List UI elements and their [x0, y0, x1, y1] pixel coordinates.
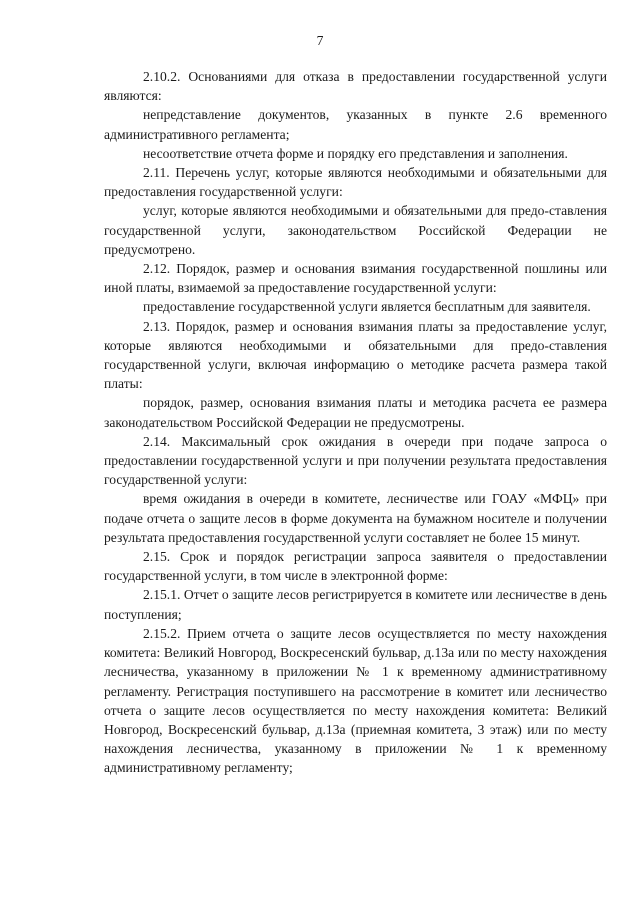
paragraph-free-service: предоставление государственной услуги является бесплатным для заявителя. — [143, 299, 591, 315]
paragraph-2-10-2: 2.10.2. Основаниями для отказа в предоставлении государственной услуги являются: — [104, 69, 607, 104]
paragraph-2-15: 2.15. Срок и порядок регистрации запроса заявителя о предоставлении государственной услуги, в том числе в электронной форме: — [104, 549, 607, 584]
paragraph-queue-time: время ожидания в очереди в комитете, лесничестве или ГОАУ «МФЦ» при подаче отчета о защите лесов в форме документа на бумажном носителе и получении результата предоставления государственной услуги составляет не более 15 минут. — [104, 491, 607, 545]
paragraph-2-12: 2.12. Порядок, размер и основания взимания государственной пошлины или иной платы, взимаемой за предоставление государственной услуги: — [104, 261, 607, 296]
paragraph-missing-documents: непредставление документов, указанных в пункте 2.6 временного административного регламента; — [104, 107, 607, 142]
paragraph-2-14: 2.14. Максимальный срок ожидания в очереди при подаче запроса о предоставлении государственной услуги и при получении результата предоставления государственной услуги: — [104, 433, 607, 488]
paragraph-fee-method: порядок, размер, основания взимания платы и методика расчета ее размера законодательством Российской Федерации не предусмотрены. — [104, 395, 607, 430]
paragraph-2-15-2: 2.15.2. Прием отчета о защите лесов осуществляется по месту нахождения комитета: Великий Новгород, Воскресенский бульвар, д.13а или по месту нахождения лесничества, указанному в приложении № 1 к временному административному регламенту. Регистрация поступившего на рассмотрение в комитет или лесничество отчета о защите лесов осуществляется по месту нахождения комитета: Великий Новгород, Воскресенский бульвар, д.13а (приемная комитета, 3 этаж) или по месту нахождения лесничества, указанному в приложении № 1 к временному административному регламенту; — [104, 625, 607, 776]
paragraph-required-services: услуг, которые являются необходимыми и обязательными для предо-ставления государственной услуги, законодательством Российской Федерации не предусмотрено. — [104, 203, 607, 257]
paragraph-form-mismatch: несоответствие отчета форме и порядку его представления и заполнения. — [143, 145, 568, 161]
paragraph-2-11: 2.11. Перечень услуг, которые являются необходимыми и обязательными для предоставления государственной услуги: — [104, 165, 607, 200]
page-number: 7 — [316, 33, 324, 48]
paragraph-2-13: 2.13. Порядок, размер и основания взимания платы за предоставление услуг, которые являются необходимыми и обязательными для предо-ставления государственной услуги, включая информацию о методике расчета размера такой платы: — [104, 318, 607, 392]
paragraph-2-15-1: 2.15.1. Отчет о защите лесов регистрируется в комитете или лесничестве в день поступления; — [104, 587, 607, 622]
document-body — [104, 67, 607, 778]
